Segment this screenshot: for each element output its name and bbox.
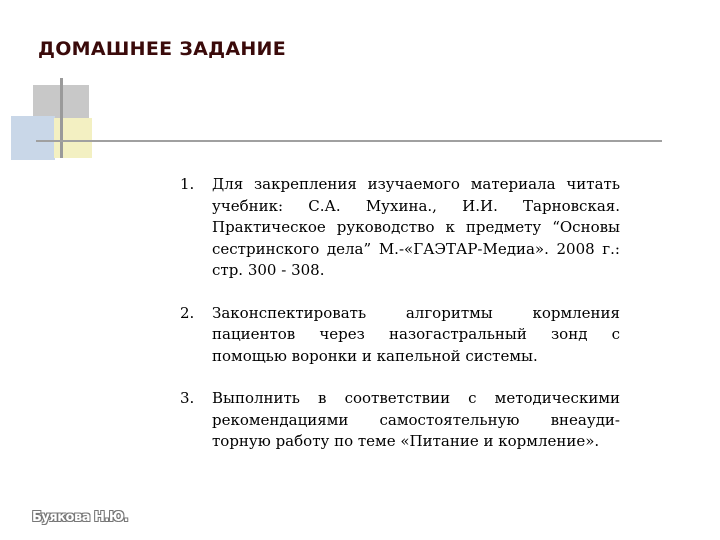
decor-vertical-line (60, 78, 63, 158)
title-divider-line (36, 140, 662, 142)
list-item-number: 1. (180, 175, 195, 193)
list-item-text: Выполнить в соответствии с методическими рекомендациями самостоятельную внеауди-торную работу по теме «Питание и кормление». (212, 389, 620, 450)
list-item-number: 3. (180, 389, 195, 407)
list-item-number: 2. (180, 303, 195, 322)
decor-blue-square (11, 116, 55, 160)
slide-title: ДОМАШНЕЕ ЗАДАНИЕ (38, 38, 287, 60)
list-item-text: Для закрепления изучаемого материала читать учебник: С.А. Мухина., И.И. Тарновская. Практическое руководство к предмету “Основы сестринского дела” М.-«ГАЭТАР-Медиа». 2008 г.: стр. 300 - 308. (212, 175, 620, 279)
author-name: Буякова Н.Ю. (32, 510, 129, 525)
list-item (180, 174, 620, 282)
list-item (180, 388, 620, 453)
list-item (180, 303, 620, 368)
homework-list (180, 174, 620, 474)
list-item-text: Законспектировать алгоритмы кормления пациентов через назогастральный зонд с помощью воронки и капельной системы. (212, 303, 620, 365)
